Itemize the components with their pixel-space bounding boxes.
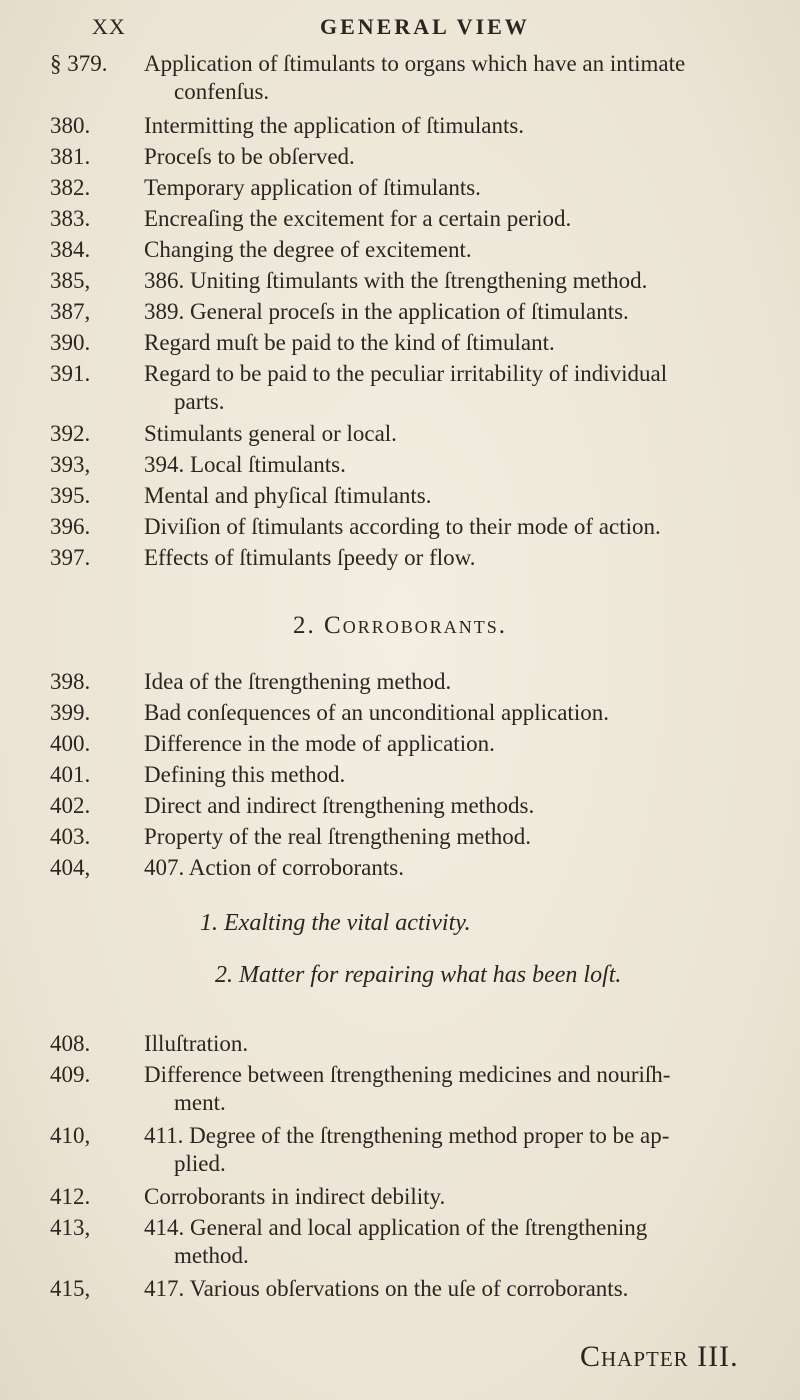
entry-text: Defining this method. (144, 762, 346, 787)
entry-number: 383. (50, 206, 91, 231)
entry-number: 402. (50, 793, 91, 818)
subheading: 1. Exalting the vital activity. (200, 910, 471, 936)
entry-text: 386. Uniting ſtimulants with the ſtrengthening method. (144, 268, 648, 293)
entry-continuation: plied. (174, 1151, 226, 1176)
running-head (0, 14, 800, 44)
entry-text: Property of the real ſtrengthening method. (144, 824, 532, 849)
entry-number: 380. (50, 113, 91, 138)
entry-number: 415, (50, 1276, 91, 1301)
section-heading (0, 612, 800, 640)
entry-continuation: ment. (174, 1090, 226, 1115)
entry-text: Stimulants general or local. (144, 421, 397, 446)
entry-continuation: confenſus. (174, 79, 270, 104)
entry-number: 404, (50, 855, 91, 880)
entry-text: Corroborants in indirect debility. (144, 1184, 446, 1209)
entry-text: Proceſs to be obſerved. (144, 144, 355, 169)
entry-number: 401. (50, 762, 91, 787)
entry-number: 399. (50, 700, 91, 725)
entry-number: 400. (50, 731, 91, 756)
entry-number: 390. (50, 330, 91, 355)
entry-text: Mental and phyſical ſtimulants. (144, 483, 432, 508)
entry-text: 411. Degree of the ſtrengthening method proper to be ap- plied. (144, 1122, 774, 1178)
subheading: 2. Matter for repairing what has been loſt. (215, 962, 622, 988)
section-title: Corroborants. (324, 612, 507, 639)
entry-text: Diviſion of ſtimulants according to their mode of action. (144, 514, 661, 539)
entry-text: Difference between ſtrengthening medicines and nouriſh- ment. (144, 1061, 774, 1117)
entry-text: Regard muſt be paid to the kind of ſtimulant. (144, 330, 555, 355)
entry-number: 387, (50, 299, 91, 324)
entry-text: Intermitting the application of ſtimulants. (144, 113, 525, 138)
entry-text: Idea of the ſtrengthening method. (144, 669, 452, 694)
entry-text: Bad conſequences of an unconditional application. (144, 700, 609, 725)
section-number: 2. (293, 612, 316, 639)
entry-number: 409. (50, 1062, 91, 1087)
entry-text: Application of ſtimulants to organs which have an intimate confenſus. (144, 50, 774, 106)
entry-text: Illuſtration. (144, 1031, 249, 1056)
entry-continuation: method. (174, 1243, 249, 1268)
entry-text: 389. General proceſs in the application of ſtimulants. (144, 299, 629, 324)
running-title: GENERAL VIEW (320, 14, 530, 39)
entry-text: 417. Various obſervations on the uſe of corroborants. (144, 1276, 629, 1301)
entry-number: § 379. (50, 51, 108, 76)
entry-number: 384. (50, 237, 91, 262)
entry-number: 385, (50, 268, 91, 293)
entry-number: 391. (50, 361, 91, 386)
entry-number: 408. (50, 1031, 91, 1056)
entry-text: 414. General and local application of the ſtrengthening method. (144, 1214, 774, 1270)
entry-text: Encreaſing the excitement for a certain period. (144, 206, 572, 231)
entry-text: Difference in the mode of application. (144, 731, 495, 756)
entry-number: 381. (50, 144, 91, 169)
entry-text: Changing the degree of excitement. (144, 237, 472, 262)
entry-number: 413, (50, 1215, 91, 1240)
entry-text: 394. Local ſtimulants. (144, 452, 346, 477)
entry-number: 392. (50, 421, 91, 446)
entry-number: 395. (50, 483, 91, 508)
entry-number: 410, (50, 1123, 91, 1148)
entry-text: Temporary application of ſtimulants. (144, 175, 481, 200)
entry-continuation: parts. (174, 389, 225, 414)
entry-text: Regard to be paid to the peculiar irritability of individual parts. (144, 360, 774, 416)
page-number: XX (92, 14, 126, 39)
entry-number: 382. (50, 175, 91, 200)
entry-number: 403. (50, 824, 91, 849)
entry-text: 407. Action of corroborants. (144, 855, 404, 880)
catchword: Chapter III. (580, 1340, 739, 1373)
entry-number: 412. (50, 1184, 91, 1209)
entry-text: Effects of ſtimulants ſpeedy or flow. (144, 545, 476, 570)
entry-number: 397. (50, 545, 91, 570)
entry-number: 393, (50, 452, 91, 477)
entry-number: 396. (50, 514, 91, 539)
entry-text: Direct and indirect ſtrengthening methods. (144, 793, 535, 818)
entry-number: 398. (50, 669, 91, 694)
